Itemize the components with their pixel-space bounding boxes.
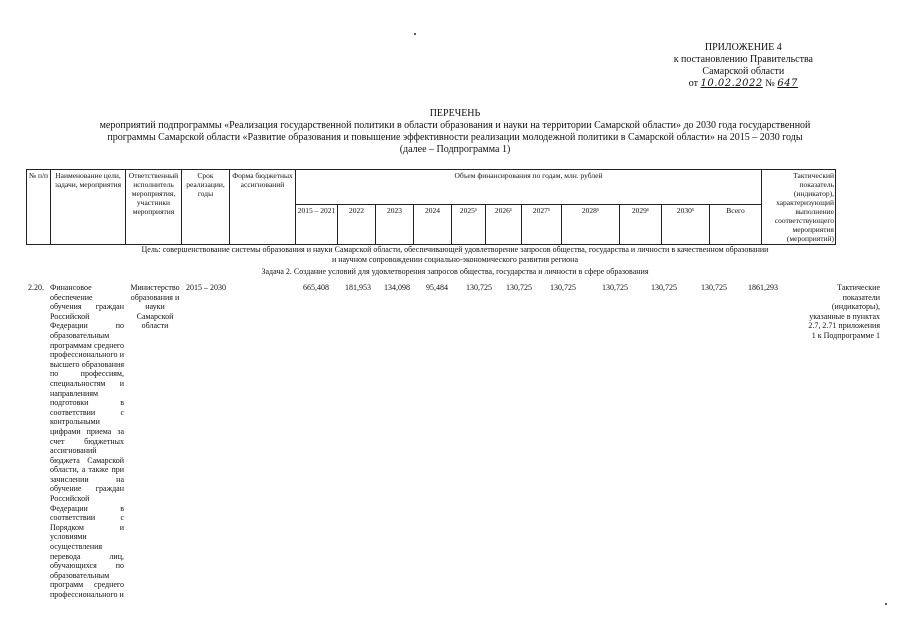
value-2022: 181,953 — [345, 283, 371, 292]
year-cell: Всего — [710, 205, 762, 245]
value-2015-2021: 665,408 — [303, 283, 329, 292]
row-indicator: Тактические показатели (индикаторы), указанные в пунктах 2.7, 2.71 приложения 1 к Подпрограмме 1 — [808, 283, 880, 340]
year-cell: 2030¹ — [662, 205, 710, 245]
year-cell: 2027¹ — [522, 205, 562, 245]
header-responsible: Ответственный исполнитель мероприятия, участники мероприятия — [126, 170, 182, 245]
goal-line1: Цель: совершенствование системы образования и науки Самарской области, обеспечивающей удовлетворение запросов общества, государства и личности в качественном образовании — [141, 245, 769, 254]
appendix-line2: к постановлению Правительства — [673, 54, 813, 65]
value-2028: 130,725 — [602, 283, 628, 292]
goal-line2: и научном сопровождении социально-экономического развития региона — [331, 255, 579, 264]
goal-text — [60, 245, 850, 265]
value-2027: 130,725 — [550, 283, 576, 292]
year-cell: 2028¹ — [562, 205, 620, 245]
value-2026: 130,725 — [506, 283, 532, 292]
year-cell: 2029¹ — [620, 205, 662, 245]
year-cell: 2025¹ — [452, 205, 486, 245]
task-text: Задача 2. Создание условий для удовлетворения запросов общества, государства и личности в сфере образования — [261, 267, 649, 276]
document-title — [60, 108, 850, 156]
title-heading: ПЕРЕЧЕНЬ — [429, 108, 481, 119]
header-funding: Объем финансирования по годам, млн. рублей — [296, 170, 762, 205]
header-name: Наименование цели, задачи, мероприятия — [51, 170, 126, 245]
row-responsible: Министерство образования и науки Самарской области — [130, 283, 180, 331]
row-name: Финансовое обеспечение обучения граждан Российской Федерации по образовательным программам среднего профессионального и высшего образования по профессиям, специальностям и направлениям подготовки в соответствии с контрольными цифрами приема за счет бюджетных ассигнований бюджета Самарской области, а также при зачислении на обучение граждан Российской Федерации в соответствии с Порядком и условиями осуществления перевода лиц, обучающихся по образовательным программ среднего профессионального и — [50, 283, 124, 599]
decree-date: 10.02.2022 — [700, 78, 763, 89]
row-number: 2.20. — [28, 283, 44, 292]
header-form: Форма бюджетных ассигнований — [230, 170, 296, 245]
value-2024: 95,484 — [426, 283, 448, 292]
appendix-date-line — [674, 78, 813, 90]
title-line1: мероприятий подпрограммы «Реализация государственной политики в области образования и науки на территории Самарской области» до 2030 года государственной — [99, 120, 811, 131]
scan-speck — [885, 603, 887, 605]
year-cell: 2022 — [338, 205, 376, 245]
year-cell: 2015 – 2021 — [296, 205, 338, 245]
scan-speck — [414, 33, 416, 35]
decree-number: 647 — [777, 78, 798, 89]
value-total: 1861,293 — [748, 283, 778, 292]
header-num: № п/п — [27, 170, 51, 245]
row-term: 2015 – 2030 — [186, 283, 226, 292]
title-line3: (далее – Подпрограмма 1) — [399, 144, 511, 155]
value-2030: 130,725 — [701, 283, 727, 292]
year-cell: 2026¹ — [486, 205, 522, 245]
value-2023: 134,098 — [384, 283, 410, 292]
number-label: № — [765, 78, 775, 89]
title-line2: программы Самарской области «Развитие образования и повышение эффективности реализации молодежной политики в Самарской области» на 2015 – 2030 годы — [107, 132, 803, 143]
from-label: от — [688, 78, 699, 89]
header-term: Срок реализации, годы — [182, 170, 230, 245]
year-cell: 2023 — [376, 205, 414, 245]
appendix-line3: Самарской области — [702, 66, 785, 77]
value-2025: 130,725 — [466, 283, 492, 292]
year-cell: 2024 — [414, 205, 452, 245]
value-2029: 130,725 — [651, 283, 677, 292]
appendix-title: ПРИЛОЖЕНИЕ 4 — [704, 42, 782, 53]
appendix-block — [674, 42, 813, 90]
funding-table-header — [26, 169, 836, 245]
header-indicator: Тактический показатель (индикатор), характеризующий выполнение соответствующего мероприятия (мероприятий) — [762, 170, 836, 245]
